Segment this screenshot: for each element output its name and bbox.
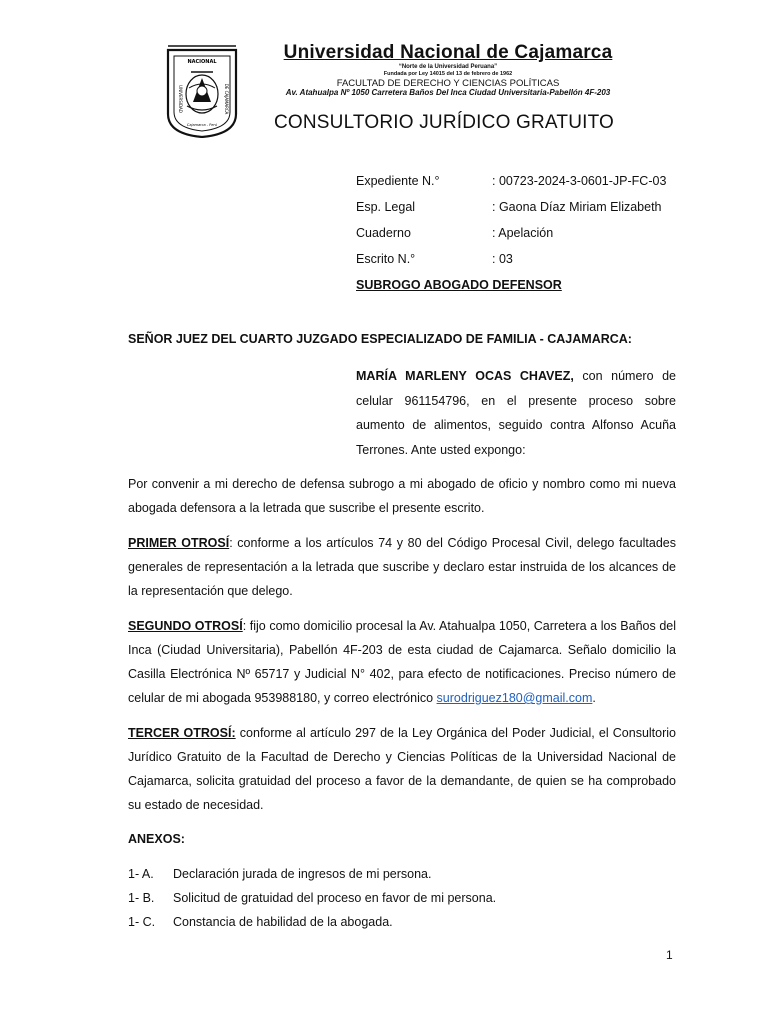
tercer-otrosi-label: TERCER OTROSÍ:: [128, 726, 236, 740]
case-info-row: [356, 246, 666, 272]
annex-item: [128, 915, 393, 929]
segundo-otrosi-paragraph: [128, 614, 676, 710]
notebook-label: Cuaderno: [356, 226, 411, 240]
writ-subject: SUBROGO ABOGADO DEFENSOR: [356, 278, 562, 292]
annexes-title: ANEXOS:: [128, 832, 185, 846]
annex-code: 1- C.: [128, 915, 156, 929]
case-file-label: Expediente N.°: [356, 174, 440, 188]
faculty-address: Av. Atahualpa Nº 1050 Carretera Baños Del Inca Ciudad Universitaria-Pabellón 4F-203: [285, 88, 611, 97]
addressee: SEÑOR JUEZ DEL CUARTO JUZGADO ESPECIALIZADO DE FAMILIA - CAJAMARCA:: [128, 332, 632, 346]
segundo-otrosi-text: : fijo como domicilio procesal la Av. Atahualpa 1050, Carretera a los Baños del Inca (Ciudad Universitaria), Pabellón 4F-203 de esta ciudad de Cajamarca. Señalo domicilio la Casilla Electrónica Nº 65717 y Judicial N° 402, para efecto de notificaciones. Preciso número de celular de mi abogada 953988180, y correo electrónico: [128, 619, 676, 705]
seal-right-text: DE CAJAMARCA: [224, 83, 229, 115]
annex-item: [128, 891, 496, 905]
case-info-row: [356, 220, 666, 246]
case-info: [356, 168, 666, 298]
page-number: 1: [666, 948, 673, 962]
petitioner-name: MARÍA MARLENY OCAS CHAVEZ,: [356, 369, 574, 383]
annex-text: Constancia de habilidad de la abogada.: [173, 915, 393, 929]
office-title: CONSULTORIO JURÍDICO GRATUITO: [273, 112, 615, 133]
annex-text: Declaración jurada de ingresos de mi persona.: [173, 867, 432, 881]
writ-number-value: : 03: [492, 252, 513, 266]
annex-text: Solicitud de gratuidad del proceso en favor de mi persona.: [173, 891, 497, 905]
annex-item: [128, 867, 431, 881]
legal-specialist-value: : Gaona Díaz Miriam Elizabeth: [492, 200, 662, 214]
case-info-row: [356, 168, 666, 194]
primer-otrosi-paragraph: [128, 531, 676, 603]
segundo-otrosi-end: .: [592, 691, 596, 705]
tercer-otrosi-paragraph: [128, 721, 676, 817]
segundo-otrosi-label: SEGUNDO OTROSÍ: [128, 619, 243, 633]
seal-bottom-text: Cajamarca - Perú: [186, 123, 218, 127]
writ-number-label: Escrito N.°: [356, 252, 416, 266]
case-file-value: : 00723-2024-3-0601-JP-FC-03: [492, 174, 667, 188]
seal-left-text: UNIVERSIDAD: [178, 85, 183, 113]
notebook-value: : Apelación: [492, 226, 554, 240]
university-founded: Fundada por Ley 14015 del 13 de febrero de 1962: [383, 71, 513, 77]
case-info-row: [356, 272, 666, 298]
case-info-row: [356, 194, 666, 220]
annex-code: 1- A.: [128, 867, 154, 881]
university-name: Universidad Nacional de Cajamarca: [283, 42, 613, 63]
tercer-otrosi-text: conforme al artículo 297 de la Ley Orgánica del Poder Judicial, el Consultorio Jurídico Gratuito de la Facultad de Derecho y Ciencias Políticas de la Universidad Nacional de Cajamarca, solicita gratuidad del proceso a favor de la demandante, de quien se ha comprobado su estado de necesidad.: [128, 726, 676, 812]
university-seal-logo: [165, 44, 239, 138]
main-paragraph: Por convenir a mi derecho de defensa subrogo a mi abogado de oficio y nombro como mi nueva abogada defensora a la letrada que suscribe el presente escrito.: [128, 477, 676, 515]
lawyer-email-link[interactable]: surodriguez180@gmail.com: [436, 691, 593, 705]
faculty-name: FACULTAD DE DERECHO Y CIENCIAS POLÍTICAS: [336, 78, 560, 89]
petitioner-paragraph: [356, 364, 676, 462]
university-motto: “Norte de la Universidad Peruana”: [398, 64, 498, 70]
petitioner-text: con número de celular 961154796, en el presente proceso sobre aumento de alimentos, seguido contra Alfonso Acuña Terrones. Ante usted expongo:: [356, 369, 676, 457]
primer-otrosi-label: PRIMER OTROSÍ: [128, 536, 230, 550]
annex-code: 1- B.: [128, 891, 155, 905]
legal-specialist-label: Esp. Legal: [356, 200, 416, 214]
seal-top-text: NACIONAL: [187, 59, 217, 65]
primer-otrosi-text: : conforme a los artículos 74 y 80 del Código Procesal Civil, delego facultades generales de representación a la letrada que suscribe y declaro estar instruida de los alcances de la representación que delego.: [128, 536, 676, 598]
